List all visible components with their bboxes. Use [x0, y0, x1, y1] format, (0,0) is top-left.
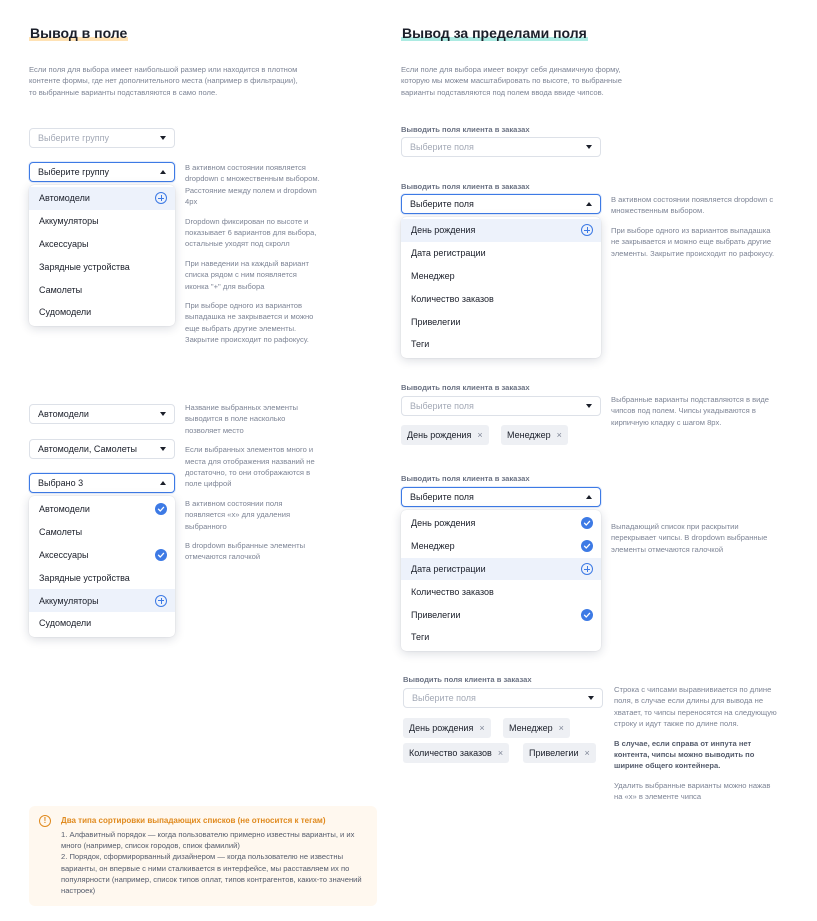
group-dropdown-selected: [29, 496, 175, 637]
add-icon[interactable]: [581, 563, 593, 575]
check-icon: [155, 549, 167, 561]
field-label: Выводить поля клиента в заказах: [401, 474, 530, 483]
list-item[interactable]: Автомодели: [29, 187, 175, 210]
left-note-2: Название выбранных элементы выводится в поле насколько позволяет место Если выбранных элементов много и места для отображения названий не достаточно, то они отображаются в поле цифрой В активном состоянии поля появляется «x» для удаления выбранного В dropdown выбранные элементы отмечаются галочкой: [185, 403, 315, 562]
warning-icon: !: [39, 815, 51, 827]
chevron-up-icon: [586, 202, 592, 206]
field-label: Выводить поля клиента в заказах: [403, 675, 532, 684]
group-dropdown: [29, 185, 175, 326]
chevron-down-icon: [586, 404, 592, 408]
check-icon: [581, 540, 593, 552]
list-item[interactable]: Самолеты: [39, 284, 83, 295]
field-label: Выводить поля клиента в заказах: [401, 125, 530, 134]
check-icon: [581, 609, 593, 621]
list-item[interactable]: Дата регистрации: [411, 248, 486, 259]
chevron-up-icon: [586, 495, 592, 499]
list-item[interactable]: День рождения: [401, 512, 601, 535]
add-icon[interactable]: [581, 224, 593, 236]
list-item[interactable]: Судомодели: [39, 618, 92, 629]
right-note-4: Строка с чипсами выравнивиается по длине поля, в случае если длины для вывода не хватает, то чипсы переносятся на следующую строку и идут также по длине поля. В случае, если справа от инпута нет контента, чипсы можно выводить по ширине общего контейнера. Удалить выбранные варианты можно нажав на «x» в элементе чипса: [614, 685, 777, 802]
left-section-description: Если поля для выбора имеет наибольшой размер или находится в плотном контенте формы, где нет дополнительного места (например в фильтрации), то выбранные варианты подставляются в само поле.: [29, 65, 298, 97]
list-item[interactable]: Аккумуляторы: [39, 216, 99, 227]
fields-select-active-chips[interactable]: Выберите поля: [401, 487, 601, 507]
chip: Менеджер ×: [503, 718, 570, 738]
close-icon[interactable]: ×: [584, 748, 590, 758]
list-item[interactable]: Количество заказов: [411, 586, 494, 597]
check-icon: [155, 503, 167, 515]
field-label: Выводить поля клиента в заказах: [401, 383, 530, 392]
list-item[interactable]: Привелегии: [411, 316, 461, 327]
chip: Менеджер ×: [501, 425, 568, 445]
field-label: Выводить поля клиента в заказах: [401, 182, 530, 191]
list-item[interactable]: Менеджер: [401, 535, 601, 558]
list-item[interactable]: Судомодели: [39, 307, 92, 318]
alert-line-1: 1. Алфавитный порядок — когда пользователю примерно известны варианты, и их много (например, список городов, спиок фамилий): [61, 830, 355, 851]
chevron-down-icon: [160, 136, 166, 140]
left-note-1: В активном состоянии появляется dropdown с множественным выбором. Расстояние между полем и dropdown 4px Dropdown фиксирован по высоте и показывает 6 вариантов для выбора, остальные уходят под скролл При наведении на каждый вариант списка рядом с ним появляется иконка "+" для выбора При выборе одного из вариантов выпадашка не закрывается и можно еще выбрать другие элементы. Закрытие происходит по рафокусу.: [185, 163, 320, 345]
list-item[interactable]: Аксессуары: [29, 544, 175, 567]
list-item[interactable]: Зарядные устройства: [39, 261, 130, 272]
group-select-placeholder[interactable]: Выберите группу: [29, 128, 175, 148]
close-icon[interactable]: ×: [558, 723, 564, 733]
list-item[interactable]: Теги: [411, 632, 430, 643]
group-select-two[interactable]: Автомодели, Самолеты: [29, 439, 175, 459]
list-item[interactable]: Количество заказов: [411, 293, 494, 304]
right-note-2: Выбранные варианты подставляются в виде чипсов под полем. Чипсы укадываются в кирпичную кладку с шагом 8px.: [611, 395, 770, 427]
right-section-title: Вывод за пределами поля: [402, 25, 587, 41]
fields-dropdown: [401, 217, 601, 358]
right-note-1: В активном состоянии появляется dropdown с множественным выбором. При выборе одного из вариантов выпадашка не закрывается и можно еще выбрать другие элементы. Закрытие происходит по рафокусу.: [611, 195, 775, 258]
list-item[interactable]: Теги: [411, 339, 430, 350]
chip: Количество заказов ×: [403, 743, 509, 763]
chip: День рождения ×: [401, 425, 489, 445]
fields-select-active[interactable]: Выберите поля: [401, 194, 601, 214]
list-item[interactable]: Аккумуляторы: [29, 589, 175, 612]
left-section-title: Вывод в поле: [30, 25, 128, 41]
fields-select-wrapped-chips[interactable]: Выберите поля: [403, 688, 603, 708]
sorting-info-alert: [29, 806, 377, 906]
chevron-down-icon: [588, 696, 594, 700]
list-item[interactable]: Менеджер: [411, 270, 455, 281]
close-icon[interactable]: ×: [477, 430, 483, 440]
list-item[interactable]: Аксессуары: [39, 238, 89, 249]
group-select-active[interactable]: Выберите группу: [29, 162, 175, 182]
list-item[interactable]: Дата регистрации: [401, 558, 601, 581]
add-icon[interactable]: [155, 595, 167, 607]
chevron-down-icon: [586, 145, 592, 149]
list-item[interactable]: Автомодели: [29, 498, 175, 521]
alert-line-2: 2. Порядок, сформирорванный дизайнером — когда пользователю не известны варианты, он впервые с ними сталкивается в интерфейсе, мы расставляем их по популярности (например, список типов оплат, типов контрагентов, каких-то значений настроек): [61, 852, 362, 896]
fields-dropdown-selected: [401, 510, 601, 651]
chevron-up-icon: [160, 481, 166, 485]
alert-title: Два типа сортировки выпадающих списков (не относится к тегам): [61, 816, 326, 825]
close-icon[interactable]: ×: [556, 430, 562, 440]
list-item[interactable]: Зарядные устройства: [39, 572, 130, 583]
group-select-one[interactable]: Автомодели: [29, 404, 175, 424]
right-note-3: Выпадающий список при раскрытии перекрывает чипсы. В dropdown выбранные элементы отмечаются галочкой: [611, 522, 768, 554]
add-icon[interactable]: [155, 192, 167, 204]
close-icon[interactable]: ×: [497, 748, 504, 758]
right-section-description: Если поле для выбора имеет вокруг себя динамичную форму, которую мы можем масштабировать по высоте, то выбранные варианты подставляются под полем ввода ввиде чипсов.: [401, 65, 622, 97]
list-item[interactable]: День рождения: [401, 219, 601, 242]
close-icon[interactable]: ×: [479, 723, 485, 733]
chip: День рождения ×: [403, 718, 491, 738]
fields-select-with-chips[interactable]: Выберите поля: [401, 396, 601, 416]
chevron-up-icon: [160, 170, 166, 174]
chip: Привелегии ×: [523, 743, 596, 763]
fields-select-placeholder[interactable]: Выберите поля: [401, 137, 601, 157]
list-item[interactable]: Привелегии: [401, 603, 601, 626]
chevron-down-icon: [160, 447, 166, 451]
list-item[interactable]: Самолеты: [39, 527, 83, 538]
check-icon: [581, 517, 593, 529]
group-select-count[interactable]: Выбрано 3: [29, 473, 175, 493]
chevron-down-icon: [160, 412, 166, 416]
